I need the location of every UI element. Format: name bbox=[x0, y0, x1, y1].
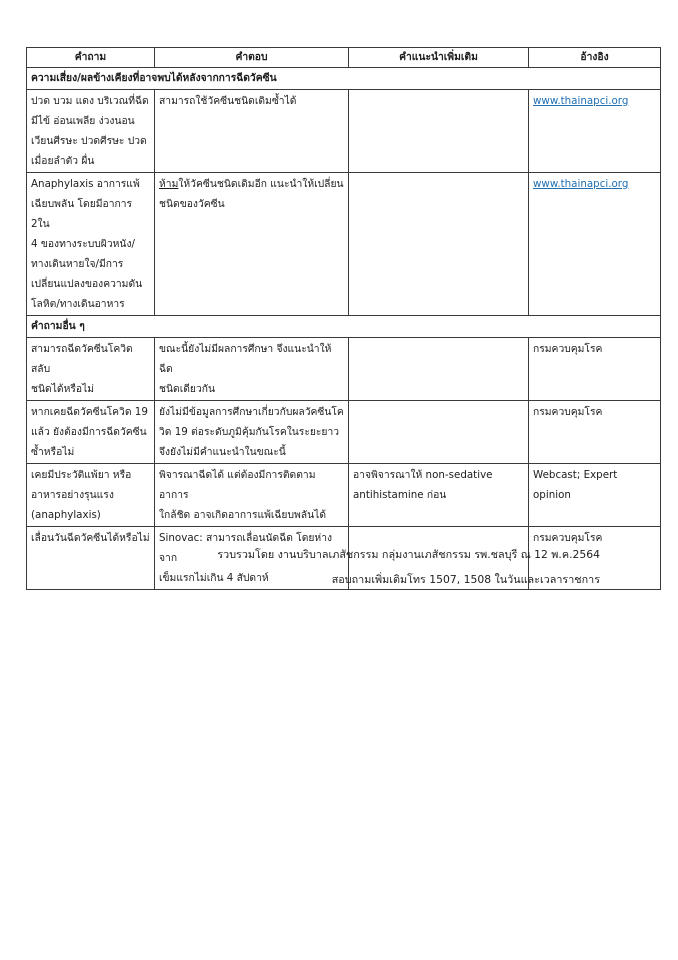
reference-cell bbox=[529, 173, 661, 316]
section-row bbox=[27, 68, 661, 90]
answer-cell: ขณะนี้ยังไม่มีผลการศึกษา จึงแนะนำให้ฉีด ชนิดเดียวกัน bbox=[155, 338, 349, 401]
advice-cell: อาจพิจารณาให้ non-sedative antihistamine ก่อน bbox=[349, 464, 529, 527]
question-cell: เคยมีประวัติแพ้ยา หรือ อาหารอย่างรุนแรง (anaphylaxis) bbox=[27, 464, 155, 527]
compiled-by-note: รวบรวมโดย งานบริบาลเภสัชกรรม กลุ่มงานเภสัชกรรม รพ.ชลบุรี ณ 12 พ.ค.2564 bbox=[217, 548, 600, 561]
answer-cell: ยังไม่มีข้อมูลการศึกษาเกี่ยวกับผลวัคซีนโค วิด 19 ต่อระดับภูมิคุ้มกันโรคในระยะยาว จึงยังไม่มีคำแนะนำในขณะนี้ bbox=[155, 401, 349, 464]
question-cell: เลื่อนวันฉีดวัคซีนได้หรือไม่ bbox=[27, 527, 155, 590]
question-cell: สามารถฉีดวัคซีนโควิดสลับ ชนิดได้หรือไม่ bbox=[27, 338, 155, 401]
reference-link[interactable]: www.thainapci.org bbox=[533, 178, 629, 190]
contact-note: สอบถามเพิ่มเติมโทร 1507, 1508 ในวันและเวลาราชการ bbox=[331, 573, 600, 586]
table-row bbox=[27, 90, 661, 173]
question-cell: ปวด บวม แดง บริเวณที่ฉีด มีไข้ อ่อนเพลีย ง่วงนอน เวียนศีรษะ ปวดศีรษะ ปวด เมื่อยลำตัว ผื่น bbox=[27, 90, 155, 173]
reference-cell: กรมควบคุมโรค bbox=[529, 401, 661, 464]
section-row bbox=[27, 316, 661, 338]
reference-cell bbox=[529, 90, 661, 173]
header-advice: คำแนะนำเพิ่มเติม bbox=[349, 48, 529, 68]
reference-cell: กรมควบคุมโรค bbox=[529, 527, 661, 590]
section-title: คำถามอื่น ๆ bbox=[27, 316, 661, 338]
table-row bbox=[27, 401, 661, 464]
advice-cell bbox=[349, 173, 529, 316]
answer-cell: Sinovac: สามารถเลื่อนนัดฉีด โดยห่างจาก เข็มแรกไม่เกิน 4 สัปดาห์ bbox=[155, 527, 349, 590]
question-cell: หากเคยฉีดวัคซีนโควิด 19 แล้ว ยังต้องมีการฉีดวัคซีน ซ้ำหรือไม่ bbox=[27, 401, 155, 464]
answer-cell: สามารถใช้วัคซีนชนิดเดิมซ้ำได้ bbox=[155, 90, 349, 173]
reference-link[interactable]: www.thainapci.org bbox=[533, 95, 629, 107]
header-reference: อ้างอิง bbox=[529, 48, 661, 68]
answer-emphasis: ห้าม bbox=[159, 178, 179, 190]
vaccine-faq-table bbox=[26, 47, 661, 590]
reference-cell: Webcast; Expert opinion bbox=[529, 464, 661, 527]
table-row bbox=[27, 338, 661, 401]
advice-cell bbox=[349, 90, 529, 173]
advice-cell bbox=[349, 401, 529, 464]
table-row bbox=[27, 464, 661, 527]
table-row bbox=[27, 173, 661, 316]
table-header-row bbox=[27, 48, 661, 68]
advice-cell bbox=[349, 338, 529, 401]
answer-text: ให้วัคซีนชนิดเดิมอีก แนะนำให้เปลี่ยน ชนิดของวัคซีน bbox=[159, 178, 344, 210]
question-cell: Anaphylaxis อาการแพ้ เฉียบพลัน โดยมีอาการ 2ใน 4 ของทางระบบผิวหนัง/ ทางเดินหายใจ/มีการ เปลี่ยนแปลงของความดัน โลหิต/ทางเดินอาหาร bbox=[27, 173, 155, 316]
section-title: ความเสี่ยง/ผลข้างเคียงที่อาจพบได้หลังจากการฉีดวัคซีน bbox=[27, 68, 661, 90]
answer-cell: พิจารณาฉีดได้ แต่ต้องมีการติดตามอาการ ใกล้ชิด อาจเกิดอาการแพ้เฉียบพลันได้ bbox=[155, 464, 349, 527]
reference-cell: กรมควบคุมโรค bbox=[529, 338, 661, 401]
header-answer: คำตอบ bbox=[155, 48, 349, 68]
header-question: คำถาม bbox=[27, 48, 155, 68]
answer-cell bbox=[155, 173, 349, 316]
